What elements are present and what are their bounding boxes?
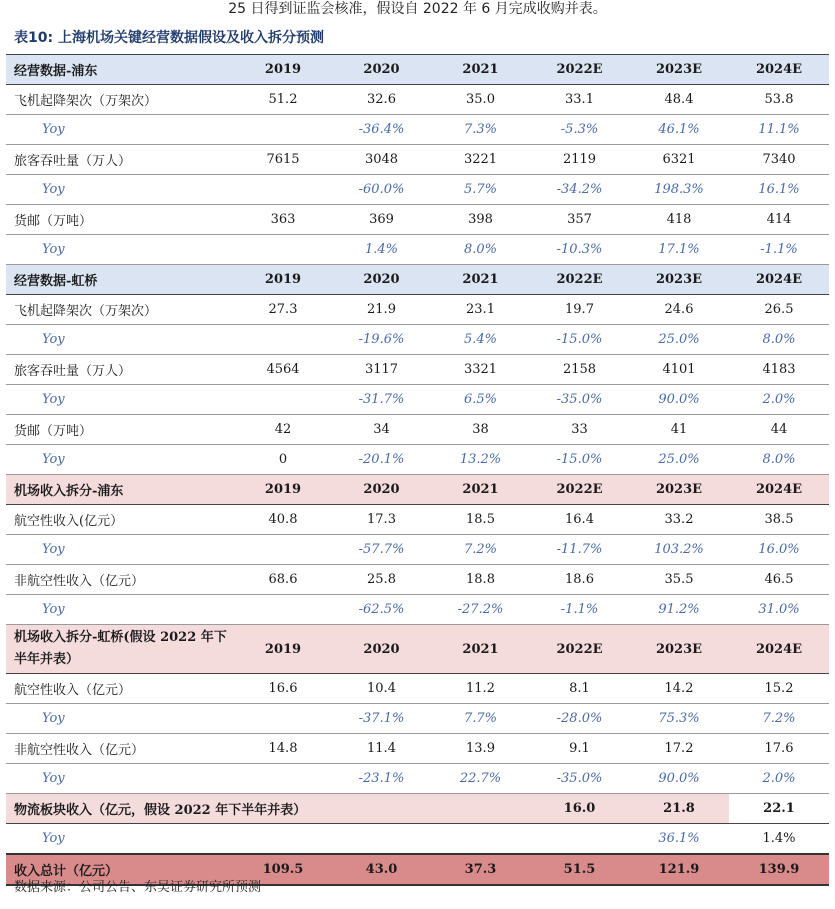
yoy-cell: 8.0% bbox=[431, 235, 530, 265]
year-header: 2021 bbox=[431, 475, 530, 505]
yoy-cell: 2.0% bbox=[729, 385, 829, 415]
yoy-cell: 6.5% bbox=[431, 385, 530, 415]
yoy-cell: -5.3% bbox=[530, 115, 629, 145]
yoy-cell: 25.0% bbox=[629, 445, 729, 475]
pudong-revenue-header-row bbox=[6, 475, 829, 505]
row-label: 旅客吞吐量（万人） bbox=[6, 355, 234, 385]
yoy-cell: 198.3% bbox=[629, 175, 729, 205]
yoy-cell: 90.0% bbox=[629, 385, 729, 415]
value-cell: 33 bbox=[530, 415, 629, 445]
value-cell: 121.9 bbox=[629, 854, 729, 885]
yoy-cell bbox=[234, 535, 332, 565]
value-cell: 37.3 bbox=[431, 854, 530, 885]
yoy-cell bbox=[234, 175, 332, 205]
yoy-row bbox=[6, 385, 829, 415]
yoy-cell bbox=[234, 325, 332, 355]
yoy-cell bbox=[234, 595, 332, 625]
row-label: 飞机起降架次（万架次） bbox=[6, 85, 234, 115]
value-cell: 26.5 bbox=[729, 295, 829, 325]
value-cell: 18.6 bbox=[530, 565, 629, 595]
value-cell: 48.4 bbox=[629, 85, 729, 115]
yoy-label: Yoy bbox=[6, 535, 234, 565]
value-cell: 17.6 bbox=[729, 734, 829, 764]
yoy-cell: 2.0% bbox=[729, 764, 829, 794]
yoy-cell: -23.1% bbox=[332, 764, 431, 794]
yoy-row bbox=[6, 445, 829, 475]
row-label: 物流板块收入（亿元，假设 2022 年下半年并表） bbox=[6, 794, 530, 824]
yoy-cell: -15.0% bbox=[530, 325, 629, 355]
year-header: 2021 bbox=[431, 625, 530, 674]
value-cell: 43.0 bbox=[332, 854, 431, 885]
yoy-cell: -34.2% bbox=[530, 175, 629, 205]
value-cell: 369 bbox=[332, 205, 431, 235]
data-source-note: 数据来源：公司公告、东吴证券研究所预测 bbox=[14, 880, 262, 895]
yoy-cell: 11.1% bbox=[729, 115, 829, 145]
value-cell: 51.2 bbox=[234, 85, 332, 115]
yoy-cell: -62.5% bbox=[332, 595, 431, 625]
year-header: 2019 bbox=[234, 265, 332, 295]
year-header: 2022E bbox=[530, 265, 629, 295]
yoy-cell: 17.1% bbox=[629, 235, 729, 265]
yoy-cell bbox=[234, 764, 332, 794]
yoy-row bbox=[6, 535, 829, 565]
yoy-cell: 16.0% bbox=[729, 535, 829, 565]
value-cell: 33.1 bbox=[530, 85, 629, 115]
yoy-cell: -1.1% bbox=[729, 235, 829, 265]
yoy-cell: 5.7% bbox=[431, 175, 530, 205]
value-cell: 41 bbox=[629, 415, 729, 445]
value-cell: 4564 bbox=[234, 355, 332, 385]
row-label: 飞机起降架次（万架次） bbox=[6, 295, 234, 325]
value-cell: 46.5 bbox=[729, 565, 829, 595]
yoy-row bbox=[6, 175, 829, 205]
value-cell: 24.6 bbox=[629, 295, 729, 325]
value-cell: 51.5 bbox=[530, 854, 629, 885]
table-row bbox=[6, 355, 829, 385]
yoy-cell bbox=[234, 235, 332, 265]
yoy-cell: 7.2% bbox=[729, 704, 829, 734]
value-cell: 25.8 bbox=[332, 565, 431, 595]
yoy-cell: -36.4% bbox=[332, 115, 431, 145]
value-cell: 23.1 bbox=[431, 295, 530, 325]
yoy-row bbox=[6, 325, 829, 355]
yoy-cell: 16.1% bbox=[729, 175, 829, 205]
yoy-cell: 7.7% bbox=[431, 704, 530, 734]
value-cell: 3321 bbox=[431, 355, 530, 385]
section-title: 机场收入拆分-浦东 bbox=[6, 475, 234, 505]
yoy-label: Yoy bbox=[6, 445, 234, 475]
row-label: 旅客吞吐量（万人） bbox=[6, 145, 234, 175]
yoy-cell: -35.0% bbox=[530, 385, 629, 415]
value-cell: 8.1 bbox=[530, 674, 629, 704]
section-title: 经营数据-浦东 bbox=[6, 55, 234, 85]
yoy-cell: 25.0% bbox=[629, 325, 729, 355]
yoy-label: Yoy bbox=[6, 764, 234, 794]
table-row bbox=[6, 565, 829, 595]
yoy-cell: -28.0% bbox=[530, 704, 629, 734]
yoy-cell bbox=[530, 824, 629, 855]
yoy-cell: -60.0% bbox=[332, 175, 431, 205]
value-cell: 4183 bbox=[729, 355, 829, 385]
yoy-label: Yoy bbox=[6, 385, 234, 415]
year-header: 2023E bbox=[629, 475, 729, 505]
yoy-label: Yoy bbox=[6, 704, 234, 734]
yoy-cell: -20.1% bbox=[332, 445, 431, 475]
year-header: 2019 bbox=[234, 55, 332, 85]
yoy-row bbox=[6, 595, 829, 625]
value-cell: 35.0 bbox=[431, 85, 530, 115]
value-cell: 14.8 bbox=[234, 734, 332, 764]
value-cell: 16.4 bbox=[530, 505, 629, 535]
yoy-row bbox=[6, 704, 829, 734]
yoy-cell: 103.2% bbox=[629, 535, 729, 565]
yoy-row bbox=[6, 115, 829, 145]
value-cell: 53.8 bbox=[729, 85, 829, 115]
yoy-cell: -10.3% bbox=[530, 235, 629, 265]
value-cell: 7340 bbox=[729, 145, 829, 175]
year-header: 2020 bbox=[332, 265, 431, 295]
value-cell: 19.7 bbox=[530, 295, 629, 325]
year-header: 2024E bbox=[729, 55, 829, 85]
yoy-cell bbox=[234, 115, 332, 145]
yoy-cell: 31.0% bbox=[729, 595, 829, 625]
year-header: 2019 bbox=[234, 475, 332, 505]
value-cell: 3048 bbox=[332, 145, 431, 175]
value-cell: 109.5 bbox=[234, 854, 332, 885]
yoy-cell: 91.2% bbox=[629, 595, 729, 625]
table-row bbox=[6, 734, 829, 764]
value-cell: 17.2 bbox=[629, 734, 729, 764]
value-cell: 34 bbox=[332, 415, 431, 445]
row-label: 货邮（万吨） bbox=[6, 205, 234, 235]
value-cell: 16.0 bbox=[530, 794, 629, 824]
value-cell: 414 bbox=[729, 205, 829, 235]
value-cell: 139.9 bbox=[729, 854, 829, 885]
value-cell: 2158 bbox=[530, 355, 629, 385]
yoy-cell: 8.0% bbox=[729, 445, 829, 475]
value-cell: 11.4 bbox=[332, 734, 431, 764]
yoy-label: Yoy bbox=[6, 595, 234, 625]
year-header: 2024E bbox=[729, 475, 829, 505]
yoy-cell: 5.4% bbox=[431, 325, 530, 355]
yoy-cell: 22.7% bbox=[431, 764, 530, 794]
hongqiao-revenue-header-row bbox=[6, 625, 829, 674]
yoy-label: Yoy bbox=[6, 115, 234, 145]
value-cell: 40.8 bbox=[234, 505, 332, 535]
value-cell: 42 bbox=[234, 415, 332, 445]
row-label: 收入总计（亿元） bbox=[6, 854, 234, 885]
yoy-cell: -19.6% bbox=[332, 325, 431, 355]
row-label: 非航空性收入（亿元） bbox=[6, 734, 234, 764]
value-cell: 418 bbox=[629, 205, 729, 235]
yoy-cell: 1.4% bbox=[332, 235, 431, 265]
value-cell: 22.1 bbox=[729, 794, 829, 824]
yoy-label: Yoy bbox=[6, 325, 234, 355]
hongqiao-ops-header-row bbox=[6, 265, 829, 295]
yoy-cell: -37.1% bbox=[332, 704, 431, 734]
yoy-row bbox=[6, 764, 829, 794]
row-label: 货邮（万吨） bbox=[6, 415, 234, 445]
preceding-text-line: 25 日得到证监会核准，假设自 2022 年 6 月完成收购并表。 bbox=[228, 1, 607, 17]
value-cell: 32.6 bbox=[332, 85, 431, 115]
yoy-label: Yoy bbox=[6, 175, 234, 205]
yoy-cell: 75.3% bbox=[629, 704, 729, 734]
yoy-cell: -15.0% bbox=[530, 445, 629, 475]
yoy-cell: -57.7% bbox=[332, 535, 431, 565]
yoy-cell: 0 bbox=[234, 445, 332, 475]
value-cell: 44 bbox=[729, 415, 829, 445]
value-cell: 16.6 bbox=[234, 674, 332, 704]
yoy-label: Yoy bbox=[6, 824, 530, 855]
table-row bbox=[6, 85, 829, 115]
year-header: 2021 bbox=[431, 265, 530, 295]
financial-forecast-table bbox=[6, 54, 829, 886]
value-cell: 21.8 bbox=[629, 794, 729, 824]
value-cell: 13.9 bbox=[431, 734, 530, 764]
value-cell: 3117 bbox=[332, 355, 431, 385]
value-cell: 35.5 bbox=[629, 565, 729, 595]
yoy-cell: 46.1% bbox=[629, 115, 729, 145]
value-cell: 398 bbox=[431, 205, 530, 235]
value-cell: 2119 bbox=[530, 145, 629, 175]
table-row bbox=[6, 295, 829, 325]
year-header: 2023E bbox=[629, 265, 729, 295]
row-label: 航空性收入(亿元） bbox=[6, 505, 234, 535]
year-header: 2022E bbox=[530, 55, 629, 85]
row-label: 航空性收入（亿元） bbox=[6, 674, 234, 704]
value-cell: 363 bbox=[234, 205, 332, 235]
yoy-cell: -27.2% bbox=[431, 595, 530, 625]
table-row bbox=[6, 505, 829, 535]
value-cell: 21.9 bbox=[332, 295, 431, 325]
value-cell: 38.5 bbox=[729, 505, 829, 535]
yoy-cell: 13.2% bbox=[431, 445, 530, 475]
section-title: 机场收入拆分-虹桥(假设 2022 年下半年并表） bbox=[6, 625, 234, 674]
value-cell: 10.4 bbox=[332, 674, 431, 704]
section-title: 经营数据-虹桥 bbox=[6, 265, 234, 295]
yoy-cell: 36.1% bbox=[629, 824, 729, 855]
table-row bbox=[6, 674, 829, 704]
year-header: 2022E bbox=[530, 625, 629, 674]
value-cell: 11.2 bbox=[431, 674, 530, 704]
year-header: 2022E bbox=[530, 475, 629, 505]
value-cell: 357 bbox=[530, 205, 629, 235]
year-header: 2020 bbox=[332, 55, 431, 85]
yoy-label: Yoy bbox=[6, 235, 234, 265]
year-header: 2020 bbox=[332, 625, 431, 674]
value-cell: 7615 bbox=[234, 145, 332, 175]
value-cell: 18.5 bbox=[431, 505, 530, 535]
value-cell: 15.2 bbox=[729, 674, 829, 704]
year-header: 2020 bbox=[332, 475, 431, 505]
yoy-cell: -11.7% bbox=[530, 535, 629, 565]
year-header: 2023E bbox=[629, 625, 729, 674]
value-cell: 14.2 bbox=[629, 674, 729, 704]
value-cell: 3221 bbox=[431, 145, 530, 175]
value-cell: 18.8 bbox=[431, 565, 530, 595]
table-row bbox=[6, 415, 829, 445]
yoy-cell: 7.2% bbox=[431, 535, 530, 565]
value-cell: 6321 bbox=[629, 145, 729, 175]
value-cell: 38 bbox=[431, 415, 530, 445]
yoy-cell bbox=[234, 704, 332, 734]
yoy-cell: 90.0% bbox=[629, 764, 729, 794]
yoy-cell: 8.0% bbox=[729, 325, 829, 355]
yoy-cell bbox=[234, 385, 332, 415]
year-header: 2023E bbox=[629, 55, 729, 85]
year-header: 2021 bbox=[431, 55, 530, 85]
yoy-cell: -35.0% bbox=[530, 764, 629, 794]
yoy-cell: 7.3% bbox=[431, 115, 530, 145]
pudong-ops-header-row bbox=[6, 55, 829, 85]
value-cell: 27.3 bbox=[234, 295, 332, 325]
value-cell: 17.3 bbox=[332, 505, 431, 535]
table-row bbox=[6, 145, 829, 175]
value-cell: 4101 bbox=[629, 355, 729, 385]
year-header: 2019 bbox=[234, 625, 332, 674]
row-label: 非航空性收入（亿元） bbox=[6, 565, 234, 595]
year-header: 2024E bbox=[729, 265, 829, 295]
yoy-cell: -31.7% bbox=[332, 385, 431, 415]
logistics-row bbox=[6, 794, 829, 824]
value-cell: 68.6 bbox=[234, 565, 332, 595]
table-title: 表10: 上海机场关键经营数据假设及收入拆分预测 bbox=[14, 30, 324, 46]
table-row bbox=[6, 205, 829, 235]
yoy-row bbox=[6, 235, 829, 265]
value-cell: 9.1 bbox=[530, 734, 629, 764]
yoy-cell: 1.4% bbox=[729, 824, 829, 855]
yoy-cell: -1.1% bbox=[530, 595, 629, 625]
year-header: 2024E bbox=[729, 625, 829, 674]
value-cell: 33.2 bbox=[629, 505, 729, 535]
yoy-row bbox=[6, 824, 829, 855]
